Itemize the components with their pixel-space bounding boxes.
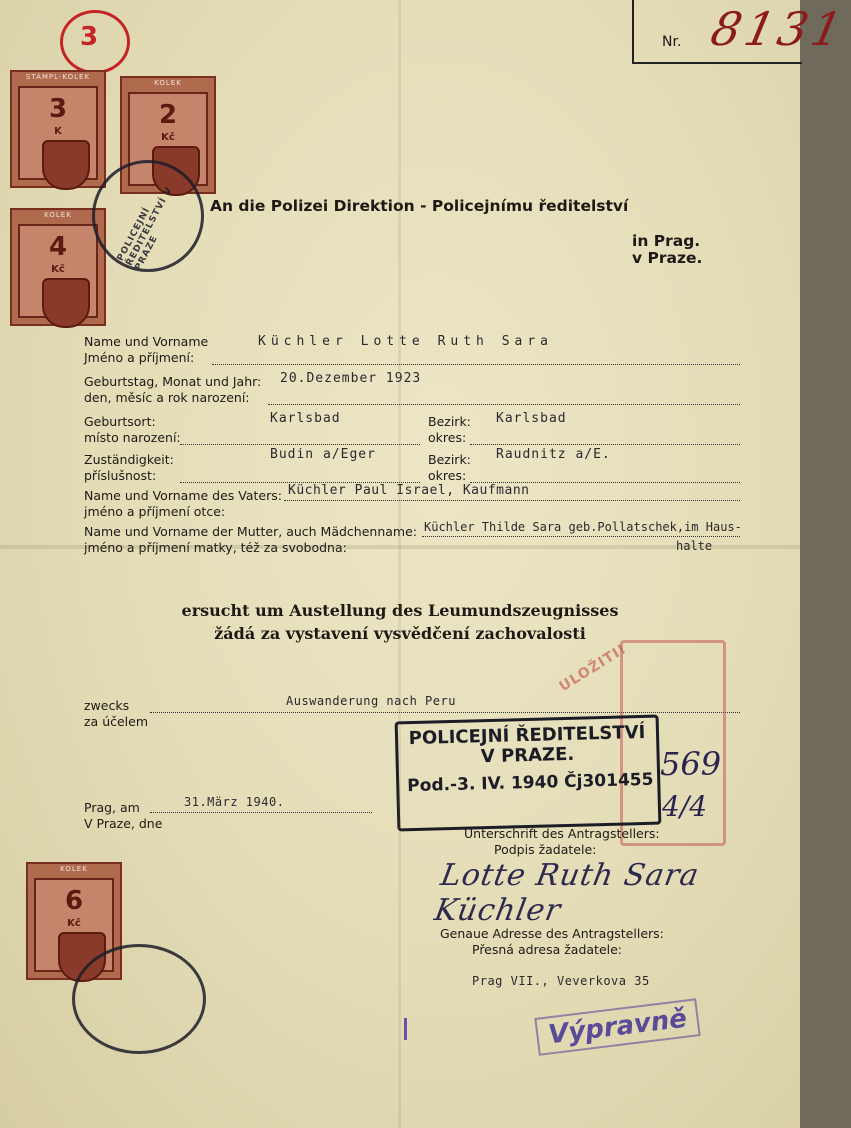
addressee-heading: An die Polizei Direktion - Policejnímu ředitelství	[210, 197, 629, 215]
mother-value-line2: halte	[676, 539, 713, 553]
stamp-currency: Kč	[161, 132, 175, 143]
name-label-cz: Jméno a příjmení:	[84, 350, 195, 365]
handwritten-file-number: 8131	[706, 2, 851, 56]
mother-label-cz: jméno a příjmení matky, též za svobodna:	[84, 540, 347, 555]
name-label-de: Name und Vorname	[84, 334, 209, 349]
birthplace-value: Karlsbad	[270, 411, 341, 426]
zustandigkeit-label-cz: příslušnost:	[84, 468, 157, 483]
vypravne-stamp: Výpravně	[534, 998, 701, 1056]
revenue-stamp	[10, 70, 106, 188]
bezirk1-value: Karlsbad	[496, 411, 567, 426]
purpose-value: Auswanderung nach Peru	[286, 694, 456, 708]
bezirk-label-de: Bezirk:	[428, 452, 471, 467]
handwritten-number: 569	[660, 745, 722, 783]
stamp-currency: Kč	[67, 918, 81, 929]
handwritten-number: 4/4	[662, 790, 708, 823]
round-police-seal	[92, 160, 204, 272]
seal-text: POLICEJNÍ ŘEDITELSTVÍ V PRAZE	[115, 185, 175, 273]
stamp-value: 4	[48, 232, 68, 262]
faded-red-stamp-text: ULOŽITI!	[556, 641, 630, 695]
birthplace-label-cz: místo narození:	[84, 430, 181, 445]
police-stamp-line2: V PRAZE.	[480, 743, 575, 768]
stamp-currency: Kč	[51, 264, 65, 275]
bezirk2-value: Raudnitz a/E.	[496, 447, 611, 462]
stamp-frame	[18, 224, 98, 318]
birthplace-dotted-line	[180, 444, 420, 445]
birthdate-dotted-line	[268, 404, 740, 405]
police-registration-stamp	[395, 715, 662, 832]
stamp-value: 2	[158, 100, 178, 130]
place-label-de: Prag, am	[84, 800, 140, 815]
red-circle-number: 3	[80, 22, 99, 52]
birthdate-label-cz: den, měsíc a rok narození:	[84, 390, 250, 405]
birthdate-label-de: Geburtstag, Monat und Jahr:	[84, 374, 262, 389]
zustandigkeit-value: Budin a/Eger	[270, 447, 376, 462]
stamp-currency: K	[54, 126, 62, 137]
bezirk-label-cz: okres:	[428, 468, 467, 483]
stamp-header: KOLEK	[44, 211, 72, 219]
number-label: Nr.	[662, 34, 682, 50]
father-value: Küchler Paul Israel, Kaufmann	[288, 483, 530, 498]
birthdate-value: 20.Dezember 1923	[280, 371, 422, 386]
police-stamp-line1: POLICEJNÍ ŘEDITELSTVÍ	[408, 721, 646, 750]
violet-mark	[404, 1018, 407, 1040]
date-dotted-line	[150, 812, 372, 813]
address-label-de: Genaue Adresse des Antragstellers:	[440, 926, 664, 941]
mother-dotted-line	[422, 536, 740, 537]
stamp-value: 3	[48, 94, 68, 124]
stamp-header: KOLEK	[60, 865, 88, 873]
revenue-stamp	[10, 208, 106, 326]
purpose-label-cz: za účelem	[84, 714, 149, 729]
name-dotted-line	[212, 364, 740, 365]
request-line-de: ersucht um Austellung des Leumundszeugnisses	[181, 601, 619, 620]
mother-value-line1: Küchler Thilde Sara geb.Pollatschek,im Haus-	[424, 520, 742, 534]
name-value: Küchler Lotte Ruth Sara	[258, 334, 554, 349]
address-label-cz: Přesná adresa žadatele:	[472, 942, 623, 957]
mother-label-de: Name und Vorname der Mutter, auch Mädchenname:	[84, 524, 417, 539]
lion-shield-icon	[42, 140, 90, 190]
addressee-city-de: in Prag.	[632, 232, 701, 250]
applicant-signature: Lotte Ruth Sara Küchler	[431, 858, 703, 928]
police-stamp-date-number: Pod.-3. IV. 1940 Čj301455	[407, 769, 654, 797]
birthplace-label-de: Geburtsort:	[84, 414, 156, 429]
father-label-de: Name und Vorname des Vaters:	[84, 488, 282, 503]
bezirk-label-cz: okres:	[428, 430, 467, 445]
stamp-header: STÁMPL-KOLEK	[25, 73, 91, 81]
signature-label-de: Unterschrift des Antragstellers:	[464, 826, 660, 841]
purpose-label-de: zwecks	[84, 698, 130, 713]
father-label-cz: jméno a příjmení otce:	[84, 504, 226, 519]
place-label-cz: V Praze, dne	[84, 816, 163, 831]
request-line-cz: žádá za vystavení vysvědčení zachovalosti	[214, 624, 586, 643]
father-dotted-line	[284, 500, 740, 501]
bezirk1-dotted-line	[470, 444, 740, 445]
date-value: 31.März 1940.	[184, 795, 285, 809]
zustandigkeit-label-de: Zuständigkeit:	[84, 452, 174, 467]
round-police-seal	[72, 944, 206, 1054]
lion-shield-icon	[42, 278, 90, 328]
signature-label-cz: Podpis žadatele:	[494, 842, 597, 857]
stamp-frame	[18, 86, 98, 180]
address-value: Prag VII., Veverkova 35	[472, 974, 650, 988]
stamp-value: 6	[64, 886, 84, 916]
addressee-city-cz: v Praze.	[632, 249, 703, 267]
bezirk-label-de: Bezirk:	[428, 414, 471, 429]
stamp-header: KOLEK	[154, 79, 182, 87]
